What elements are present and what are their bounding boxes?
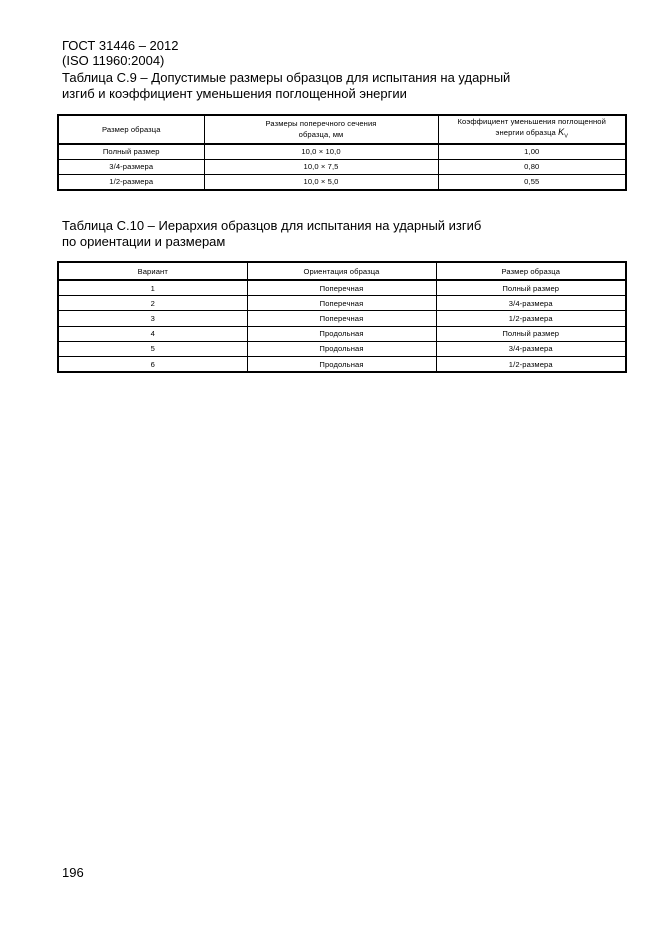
table-c9-header-section-line2: образца, мм bbox=[298, 130, 344, 140]
cell-orientation: Продольная bbox=[247, 341, 436, 356]
page-number: 196 bbox=[62, 865, 84, 880]
cell-variant: 3 bbox=[58, 311, 247, 326]
table-c9-caption-line1: Таблица С.9 – Допустимые размеры образцов для испытания на ударный bbox=[62, 70, 511, 85]
cell-section: 10,0 × 7,5 bbox=[204, 159, 438, 174]
table-c10-header-size: Размер образца bbox=[436, 262, 626, 280]
cell-coef: 0,55 bbox=[438, 174, 626, 190]
iso-reference: (ISO 11960:2004) bbox=[62, 52, 165, 68]
cell-orientation: Поперечная bbox=[247, 311, 436, 326]
cell-size: 1/2-размера bbox=[58, 174, 204, 190]
table-c10-header-row bbox=[58, 262, 626, 280]
cell-variant: 1 bbox=[58, 280, 247, 296]
table-row bbox=[58, 174, 626, 190]
table-row bbox=[58, 280, 626, 296]
cell-variant: 2 bbox=[58, 296, 247, 311]
cell-coef: 1,00 bbox=[438, 144, 626, 160]
table-c9-header-section bbox=[204, 115, 438, 144]
cell-orientation: Поперечная bbox=[247, 296, 436, 311]
table-c10-caption-line1: Таблица С.10 – Иерархия образцов для испытания на ударный изгиб bbox=[62, 218, 482, 233]
kv-subscript: V bbox=[564, 133, 568, 140]
table-c9-header-size: Размер образца bbox=[58, 115, 204, 144]
table-c9-header-coef-line2: энергии образца bbox=[495, 128, 556, 137]
table-c9-header-section-line1: Размеры поперечного сечения bbox=[265, 119, 377, 129]
kv-symbol: K bbox=[558, 127, 565, 137]
cell-coef: 0,80 bbox=[438, 159, 626, 174]
document-header bbox=[62, 39, 178, 68]
table-c10-caption-line2: по ориентации и размерам bbox=[62, 233, 226, 249]
table-row bbox=[58, 159, 626, 174]
cell-size: Полный размер bbox=[436, 326, 626, 341]
table-row bbox=[58, 311, 626, 326]
table-row bbox=[58, 296, 626, 311]
cell-orientation: Продольная bbox=[247, 326, 436, 341]
table-c9-header-row bbox=[58, 115, 626, 144]
table-c9-header-coef bbox=[438, 115, 626, 144]
table-c10-header-variant: Вариант bbox=[58, 262, 247, 280]
table-row bbox=[58, 144, 626, 160]
cell-size: Полный размер bbox=[58, 144, 204, 160]
cell-orientation: Поперечная bbox=[247, 280, 436, 296]
cell-size: 3/4-размера bbox=[58, 159, 204, 174]
table-c10-caption bbox=[62, 218, 481, 249]
table-c9 bbox=[57, 114, 627, 191]
table-c10 bbox=[57, 261, 627, 373]
cell-size: 3/4-размера bbox=[436, 341, 626, 356]
cell-size: 1/2-размера bbox=[436, 311, 626, 326]
standard-title: ГОСТ 31446 – 2012 bbox=[62, 38, 179, 53]
cell-size: Полный размер bbox=[436, 280, 626, 296]
cell-section: 10,0 × 10,0 bbox=[204, 144, 438, 160]
table-c10-header-orientation: Ориентация образца bbox=[247, 262, 436, 280]
table-row bbox=[58, 356, 626, 372]
cell-variant: 6 bbox=[58, 356, 247, 372]
cell-size: 3/4-размера bbox=[436, 296, 626, 311]
table-c9-caption-line2: изгиб и коэффициент уменьшения поглощенной энергии bbox=[62, 85, 407, 101]
table-c9-caption bbox=[62, 70, 510, 101]
table-c9-header-coef-line1: Коэффициент уменьшения поглощенной bbox=[457, 117, 606, 126]
table-row bbox=[58, 341, 626, 356]
table-row bbox=[58, 326, 626, 341]
cell-variant: 4 bbox=[58, 326, 247, 341]
cell-size: 1/2-размера bbox=[436, 356, 626, 372]
cell-orientation: Продольная bbox=[247, 356, 436, 372]
cell-variant: 5 bbox=[58, 341, 247, 356]
cell-section: 10,0 × 5,0 bbox=[204, 174, 438, 190]
